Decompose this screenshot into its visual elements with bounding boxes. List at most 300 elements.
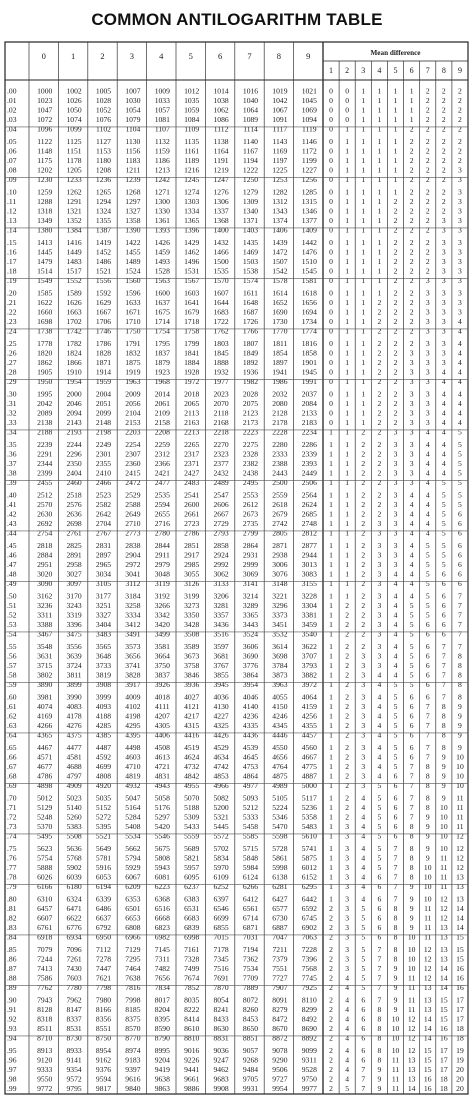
- mean-diff-cell: 2: [441, 156, 446, 165]
- table-cell: 1268: [125, 187, 141, 197]
- table-cell: 7096: [66, 945, 82, 954]
- mean-diff-cell: 2: [329, 1014, 333, 1024]
- row-label: .39: [7, 478, 17, 487]
- mean-diff-cell: 10: [440, 822, 448, 831]
- table-cell: 1084: [184, 115, 200, 124]
- mean-diff-cell: 8: [441, 743, 446, 752]
- mean-diff-cell: 2: [393, 348, 398, 358]
- mean-diff-cell: 7: [377, 995, 382, 1005]
- mean-diff-cell: 2: [425, 105, 430, 115]
- mean-diff-cell: 4: [393, 591, 398, 601]
- table-cell: 3724: [66, 661, 82, 670]
- mean-diff-cell: 4: [425, 449, 430, 459]
- table-cell: 3311: [37, 610, 53, 620]
- mean-diff-cell: 3: [393, 459, 398, 468]
- table-cell: 3404: [95, 620, 112, 629]
- mean-diff-cell: 5: [361, 923, 366, 932]
- mean-diff-cell: 1: [361, 408, 366, 418]
- mean-diff-cell: 6: [377, 932, 382, 942]
- mean-diff-cell: 2: [458, 96, 462, 105]
- mean-diff-cell: 2: [345, 610, 350, 620]
- mean-diff-cell: 4: [361, 793, 366, 803]
- row-label: .06: [7, 146, 17, 156]
- mean-diff-cell: 7: [393, 894, 398, 904]
- mean-diff-cell: 1: [377, 247, 382, 257]
- row-label: .21: [7, 298, 17, 307]
- mean-diff-cell: 8: [409, 872, 414, 882]
- mean-diff-cell: 1: [345, 326, 350, 336]
- table-cell: 2564: [301, 490, 317, 500]
- table-cell: 1644: [213, 298, 229, 307]
- mean-diff-cell: 3: [458, 165, 462, 175]
- mean-diff-cell: 5: [361, 983, 366, 992]
- mean-diff-cell: 1: [345, 175, 350, 184]
- table-cell: 9594: [95, 1074, 112, 1084]
- mean-diff-cell: 1: [329, 579, 333, 588]
- table-cell: 1197: [272, 156, 288, 165]
- table-cell: 2148: [95, 418, 112, 427]
- mean-diff-cell: 9: [393, 995, 398, 1005]
- table-cell: 3631: [37, 651, 53, 661]
- row-label: .13: [7, 216, 17, 225]
- table-cell: 2612: [242, 500, 259, 509]
- mean-diff-cell: 7: [441, 692, 446, 702]
- table-cell: 5176: [154, 803, 170, 812]
- table-cell: 2188: [37, 427, 53, 437]
- mean-diff-cell: 2: [393, 225, 398, 235]
- mean-diff-cell: 8: [377, 1033, 382, 1043]
- mean-diff-cell: 3: [345, 863, 350, 872]
- table-cell: 1222: [242, 165, 259, 175]
- mean-diff-cell: 9: [425, 831, 430, 841]
- table-cell: 1361: [154, 216, 170, 225]
- table-cell: 3289: [242, 601, 259, 610]
- table-cell: 3350: [184, 610, 200, 620]
- mean-diff-cell: 2: [329, 1046, 333, 1055]
- mean-diff-cell: 1: [345, 389, 350, 399]
- table-cell: 6194: [95, 882, 112, 891]
- mean-diff-cell: 4: [377, 692, 382, 702]
- mean-diff-cell: 13: [423, 1005, 432, 1014]
- row-label: .11: [7, 197, 17, 206]
- table-cell: 2023: [213, 389, 229, 399]
- table-cell: 1140: [243, 137, 258, 146]
- table-cell: 3083: [301, 569, 317, 579]
- row-label: .48: [7, 569, 17, 579]
- table-cell: 1489: [125, 257, 141, 266]
- table-cell: 2168: [213, 418, 229, 427]
- table-cell: 9441: [184, 1065, 200, 1074]
- mean-diff-cell: 8: [441, 721, 446, 730]
- table-cell: 1194: [243, 156, 258, 165]
- mean-diff-cell: 5: [393, 721, 398, 730]
- table-cell: 2084: [301, 399, 317, 408]
- table-cell: 5284: [125, 812, 141, 822]
- table-cell: 1493: [154, 257, 170, 266]
- table-cell: 3281: [213, 601, 229, 610]
- mean-diff-cell: 6: [458, 569, 462, 579]
- mean-diff-cell: 3: [345, 844, 350, 853]
- mean-diff-cell: 2: [345, 812, 350, 822]
- table-cell: 3715: [37, 661, 53, 670]
- table-cell: 9727: [272, 1074, 288, 1084]
- table-cell: 7889: [242, 983, 259, 992]
- table-cell: 1854: [272, 348, 288, 358]
- mean-diff-cell: 7: [409, 781, 414, 790]
- mean-diff-cell: 9: [393, 1005, 398, 1014]
- table-cell: 5248: [37, 812, 53, 822]
- table-cell: 5702: [213, 844, 229, 853]
- mean-diff-cell: 5: [361, 964, 366, 973]
- mean-diff-cell: 6: [425, 620, 430, 629]
- mean-diff-cell: 1: [377, 146, 382, 156]
- table-cell: 7031: [242, 932, 259, 942]
- table-cell: 3639: [66, 651, 82, 661]
- mean-diff-cell: 0: [329, 105, 333, 115]
- table-cell: 1626: [66, 298, 82, 307]
- mean-diff-cell: 4: [425, 440, 430, 449]
- row-label: .15: [7, 238, 17, 247]
- mean-diff-cell: 2: [441, 124, 446, 134]
- mean-diff-cell: 18: [440, 1074, 448, 1084]
- mean-diff-cell: 3: [425, 317, 430, 326]
- table-cell: 4887: [301, 771, 317, 781]
- mean-diff-cell: 13: [407, 1074, 416, 1084]
- mean-diff-cell: 1: [345, 418, 350, 427]
- mean-diff-cell: 1: [329, 812, 333, 822]
- table-cell: 3076: [272, 569, 288, 579]
- table-cell: 3581: [154, 642, 170, 651]
- mean-diff-cell: 3: [409, 408, 414, 418]
- mean-diff-cell: 7: [409, 771, 414, 781]
- table-cell: 6310: [37, 894, 53, 904]
- mean-diff-cell: 16: [423, 1084, 432, 1093]
- table-cell: 1040: [242, 96, 259, 105]
- mean-diff-cell: 3: [458, 206, 462, 216]
- table-cell: 1213: [154, 165, 170, 175]
- table-cell: 1352: [66, 216, 82, 225]
- table-cell: 1021: [301, 86, 317, 96]
- table-cell: 3214: [242, 591, 259, 601]
- table-cell: 1180: [96, 156, 111, 165]
- mean-diff-cell: 1: [361, 348, 366, 358]
- mean-diff-cell: 4: [425, 519, 430, 528]
- mean-diff-cell: 1: [329, 752, 333, 762]
- mean-diff-cell: 9: [409, 882, 414, 891]
- table-cell: 1879: [154, 358, 170, 367]
- mean-diff-cell: 6: [361, 1055, 366, 1065]
- mean-diff-cell: 4: [458, 348, 462, 358]
- table-cell: 1337: [213, 206, 229, 216]
- mean-diff-cell: 6: [425, 651, 430, 661]
- table-cell: 5741: [301, 844, 317, 853]
- mean-diff-cell: 0: [345, 86, 350, 96]
- table-cell: 1274: [184, 187, 200, 197]
- table-cell: 4656: [272, 752, 288, 762]
- table-cell: 1178: [66, 156, 82, 165]
- table-cell: 3793: [301, 661, 317, 670]
- row-label: .82: [7, 913, 17, 923]
- table-cell: 5754: [37, 853, 53, 863]
- mean-diff-cell: 13: [423, 983, 432, 992]
- table-cell: 6012: [301, 863, 317, 872]
- mean-diff-cell: 4: [393, 610, 398, 620]
- mean-diff-cell: 3: [361, 661, 366, 670]
- table-cell: 4140: [242, 702, 259, 711]
- table-cell: 1393: [154, 225, 170, 235]
- column-header: 1: [70, 51, 76, 61]
- mean-diff-cell: 7: [441, 661, 446, 670]
- table-cell: 1102: [96, 124, 111, 134]
- table-cell: 1104: [125, 124, 141, 134]
- mean-diff-cell: 1: [361, 115, 366, 124]
- table-cell: 7852: [184, 983, 200, 992]
- table-cell: 1762: [213, 326, 229, 336]
- mean-diff-cell: 13: [440, 923, 448, 932]
- mean-diff-cell: 1: [361, 288, 366, 298]
- table-cell: 8851: [242, 1033, 259, 1043]
- table-cell: 1334: [184, 206, 200, 216]
- mean-diff-cell: 3: [441, 317, 446, 326]
- table-cell: 1791: [125, 339, 141, 348]
- row-label: .09: [7, 175, 17, 184]
- mean-diff-cell: 7: [377, 954, 382, 964]
- table-cell: 1047: [37, 105, 53, 115]
- table-cell: 5623: [37, 844, 53, 853]
- table-cell: 7228: [301, 945, 317, 954]
- mean-diff-cell: 4: [458, 326, 462, 336]
- mean-diff-cell: 1: [345, 276, 350, 285]
- table-cell: 1413: [37, 238, 53, 247]
- mean-diff-cell: 5: [409, 629, 414, 639]
- table-cell: 2523: [95, 490, 112, 500]
- table-cell: 1941: [272, 367, 288, 377]
- table-cell: 8610: [184, 1024, 200, 1033]
- table-cell: 1153: [96, 146, 111, 156]
- table-cell: 3589: [184, 642, 200, 651]
- mean-diff-cell: 2: [345, 670, 350, 680]
- mean-diff-cell: 1: [329, 490, 333, 500]
- table-cell: 1191: [213, 156, 229, 165]
- mean-diff-cell: 11: [407, 995, 416, 1005]
- table-cell: 2203: [125, 427, 141, 437]
- table-cell: 7656: [154, 973, 170, 983]
- mean-diff-cell: 4: [377, 670, 382, 680]
- table-cell: 6026: [37, 872, 53, 882]
- mean-diff-cell: 2: [377, 348, 382, 358]
- table-cell: 1811: [272, 339, 288, 348]
- mean-diff-cell: 4: [377, 762, 382, 771]
- table-cell: 1002: [66, 86, 82, 96]
- table-cell: 1663: [66, 307, 82, 317]
- mean-diff-cell: 2: [329, 973, 333, 983]
- mean-diff-cell: 5: [393, 752, 398, 762]
- mean-diff-cell: 5: [393, 702, 398, 711]
- table-cell: 1758: [184, 326, 200, 336]
- mean-diff-cell: 5: [377, 781, 382, 790]
- table-cell: 5585: [242, 831, 259, 841]
- mean-diff-cell: 2: [345, 702, 350, 711]
- table-cell: 1076: [95, 115, 112, 124]
- table-cell: 1799: [184, 339, 200, 348]
- mean-diff-cell: 2: [377, 440, 382, 449]
- mean-diff-cell: 5: [377, 803, 382, 812]
- table-cell: 2158: [154, 418, 170, 427]
- table-cell: 5445: [213, 822, 229, 831]
- table-cell: 1211: [125, 165, 141, 175]
- mean-diff-cell: 15: [440, 1005, 448, 1014]
- table-cell: 2624: [301, 500, 317, 509]
- table-cell: 1469: [242, 247, 259, 257]
- mean-diff-cell: 10: [440, 803, 448, 812]
- table-cell: 7516: [213, 964, 229, 973]
- mean-diff-cell: 1: [329, 651, 333, 661]
- mean-diff-cell: 11: [424, 913, 432, 923]
- mean-diff-cell: 3: [345, 894, 350, 904]
- table-cell: 2128: [272, 408, 288, 418]
- table-cell: 2355: [95, 459, 112, 468]
- table-cell: 5559: [184, 831, 200, 841]
- mean-diff-cell: 12: [407, 1046, 416, 1055]
- mean-diff-cell: 4: [441, 377, 446, 386]
- mean-diff-cell: 1: [345, 307, 350, 317]
- table-cell: 3069: [242, 569, 259, 579]
- table-cell: 3365: [242, 610, 259, 620]
- table-cell: 2228: [272, 427, 288, 437]
- table-cell: 1581: [301, 276, 317, 285]
- mean-diff-cell: 0: [329, 266, 333, 276]
- table-cell: 1901: [301, 358, 317, 367]
- table-cell: 5781: [95, 853, 112, 863]
- table-cell: 3126: [184, 579, 200, 588]
- mean-diff-cell: 2: [329, 1084, 333, 1093]
- mean-diff-cell: 5: [361, 945, 366, 954]
- table-cell: 4613: [154, 752, 170, 762]
- mean-diff-cell: 1: [377, 86, 382, 96]
- table-cell: 1112: [213, 124, 229, 134]
- table-cell: 4335: [242, 721, 259, 730]
- table-cell: 8017: [154, 995, 170, 1005]
- mean-diff-cell: 1: [377, 165, 382, 175]
- mean-diff-cell: 3: [441, 238, 446, 247]
- table-cell: 6637: [95, 913, 112, 923]
- mean-diff-cell: 0: [329, 137, 333, 146]
- mean-diff-cell: 3: [377, 541, 382, 550]
- table-cell: 6109: [213, 872, 229, 882]
- table-cell: 1164: [213, 146, 229, 156]
- mean-diff-cell: 1: [329, 793, 333, 803]
- mean-diff-cell: 6: [425, 661, 430, 670]
- table-cell: 8810: [184, 1033, 200, 1043]
- table-cell: 1622: [37, 298, 53, 307]
- column-header: 2: [100, 51, 105, 61]
- table-cell: 7962: [66, 995, 82, 1005]
- mean-diff-cell: 1: [329, 569, 333, 579]
- mean-diff-cell: 7: [377, 964, 382, 973]
- mean-diff-cell: 2: [425, 137, 430, 146]
- row-label: .16: [7, 247, 17, 257]
- column-header: 7: [247, 51, 252, 61]
- mean-diff-cell: 4: [458, 399, 462, 408]
- mean-diff-cell: 3: [361, 651, 366, 661]
- mean-diff-cell: 1: [345, 468, 350, 478]
- mean-diff-cell: 2: [393, 389, 398, 399]
- mean-diff-cell: 2: [361, 569, 366, 579]
- table-cell: 2911: [154, 550, 170, 560]
- table-cell: 4295: [125, 721, 141, 730]
- table-cell: 1042: [272, 96, 288, 105]
- mean-diff-cell: 1: [377, 115, 382, 124]
- mean-diff-cell: 7: [458, 610, 462, 620]
- table-cell: 5794: [125, 853, 141, 863]
- table-cell: 1091: [272, 115, 288, 124]
- mean-diff-cell: 3: [441, 348, 446, 358]
- table-cell: 3776: [242, 661, 259, 670]
- mean-diff-cell: 1: [361, 266, 366, 276]
- mean-diff-cell: 6: [393, 781, 398, 790]
- table-cell: 4207: [154, 711, 170, 721]
- mean-diff-cell: 3: [458, 257, 462, 266]
- mean-diff-cell: 2: [425, 197, 430, 206]
- table-cell: 7194: [242, 945, 259, 954]
- table-cell: 1403: [242, 225, 259, 235]
- mean-diff-cell: 2: [441, 206, 446, 216]
- mean-diff-cell: 0: [345, 115, 350, 124]
- mean-diff-cell: 9: [409, 923, 414, 932]
- table-cell: 4169: [37, 711, 53, 721]
- table-cell: 4732: [184, 762, 200, 771]
- table-cell: 5164: [125, 803, 141, 812]
- mean-diff-cell: 2: [377, 377, 382, 386]
- mean-diff-cell: 3: [393, 509, 398, 519]
- mean-diff-cell: 8: [409, 853, 414, 863]
- mean-diff-cell: 2: [329, 1024, 333, 1033]
- mean-diff-cell: 4: [377, 711, 382, 721]
- table-cell: 2455: [37, 478, 53, 487]
- mean-diff-cell: 2: [361, 519, 366, 528]
- table-cell: 2198: [95, 427, 112, 437]
- table-cell: 3855: [213, 670, 229, 680]
- table-cell: 5984: [242, 863, 259, 872]
- table-cell: 2831: [95, 541, 112, 550]
- mean-diff-cell: 1: [345, 156, 350, 165]
- mean-diff-cell: 4: [409, 500, 414, 509]
- mean-diff-cell: 3: [409, 468, 414, 478]
- mean-diff-cell: 12: [407, 1014, 416, 1024]
- mean-diff-cell: 1: [377, 187, 382, 197]
- table-cell: 1531: [184, 266, 200, 276]
- mean-diff-cell: 1: [361, 175, 366, 184]
- mean-diff-cell: 2: [345, 752, 350, 762]
- row-label: .40: [7, 490, 17, 500]
- mean-diff-cell: 5: [393, 692, 398, 702]
- mean-diff-cell: 1: [377, 96, 382, 105]
- table-cell: 2761: [66, 528, 82, 538]
- table-cell: 4677: [37, 762, 53, 771]
- table-cell: 1396: [184, 225, 200, 235]
- mean-diff-cell: 1: [377, 216, 382, 225]
- table-cell: 4266: [37, 721, 53, 730]
- mean-diff-cell: 1: [377, 105, 382, 115]
- table-cell: 1242: [154, 175, 170, 184]
- table-cell: 5675: [154, 844, 170, 853]
- table-cell: 3319: [66, 610, 82, 620]
- table-cell: 5534: [125, 831, 141, 841]
- table-cell: 1236: [95, 175, 112, 184]
- table-cell: 1858: [301, 348, 317, 358]
- table-cell: 3917: [125, 680, 141, 689]
- table-cell: 1259: [37, 187, 53, 197]
